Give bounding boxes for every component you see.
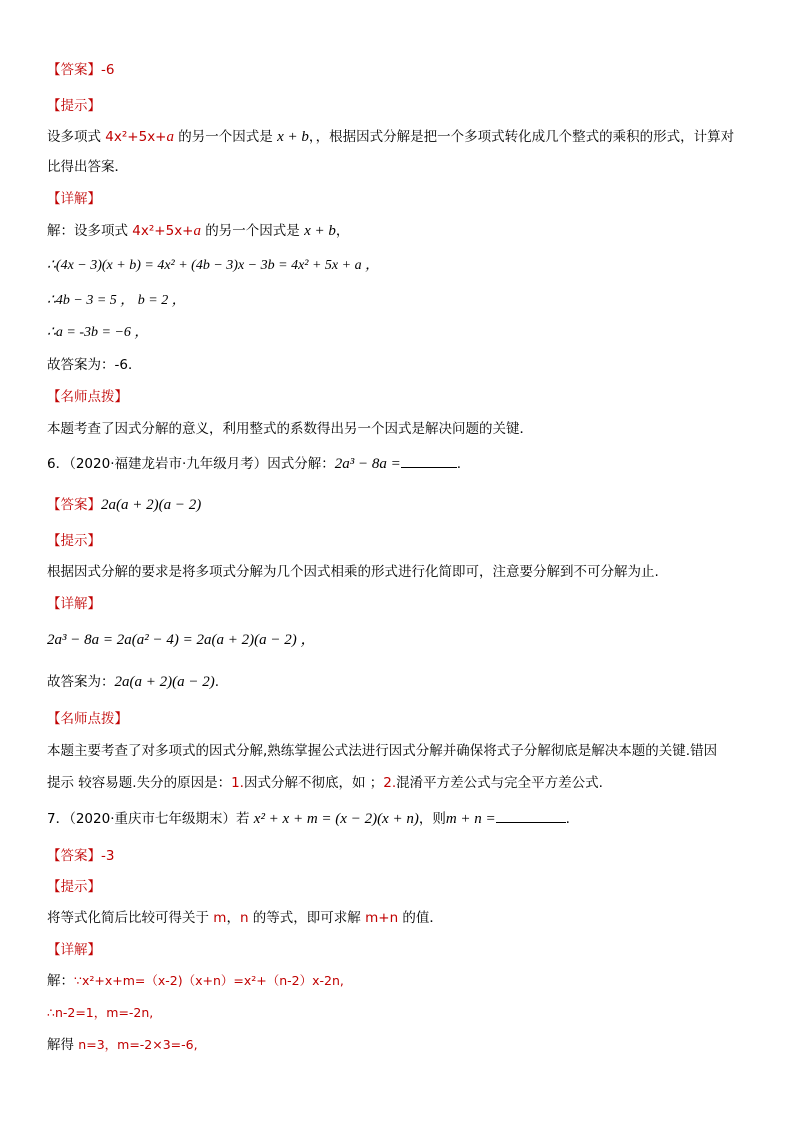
answer-tag: 【答案】 bbox=[47, 62, 101, 78]
q5-hint-line2: 比得出答案． bbox=[47, 159, 128, 175]
q5-solution-line4: ∴a = -3b = −6 ， bbox=[47, 325, 149, 340]
q7-hint-tag: 【提示】 bbox=[47, 879, 101, 895]
q7-solution-line2: ∴n-2=1，m=-2n, bbox=[47, 1005, 154, 1020]
q5-detail-tag: 【详解】 bbox=[47, 191, 101, 207]
answer-value: -6 bbox=[101, 62, 115, 78]
q7-solution-line1: 解：∵x²+x+m=（x-2)（x+n）=x²+（n-2）x-2n, bbox=[47, 973, 344, 989]
factor: x + b bbox=[277, 129, 309, 145]
q5-teacher-text: 本题考查了因式分解的意义，利用整式的系数得出另一个因式是解决问题的关键． bbox=[47, 421, 533, 437]
q5-solution-line5: 故答案为：-6． bbox=[47, 357, 142, 373]
q5-solution-line1: 解：设多项式 4x²+5x+a 的另一个因式是 x + b， bbox=[47, 223, 350, 239]
q6-solution-line1: 2a³ − 8a = 2a(a² − 4) = 2a(a + 2)(a − 2) ， bbox=[47, 632, 316, 648]
q7-hint-text: 将等式化简后比较可得关于 m，n 的等式，即可求解 m+n 的值． bbox=[47, 910, 443, 926]
q6-teacher-text2: 提示 较容易题.失分的原因是：1.因式分解不彻底，如 ；2.混淆平方差公式与完全平方差公式. bbox=[47, 775, 603, 791]
q6-answer bbox=[47, 495, 201, 515]
answer-tag: 【答案】 bbox=[47, 497, 101, 513]
q5-teacher-tag: 【名师点拨】 bbox=[47, 389, 128, 405]
q7-detail-tag: 【详解】 bbox=[47, 942, 101, 958]
q6-teacher-text1: 本题主要考查了对多项式的因式分解,熟练掌握公式法进行因式分解并确保将式子分解彻底是解决本题的关键.错因 bbox=[47, 743, 718, 759]
q5-solution-line2: ∴(4x − 3)(x + b) = 4x² + (4b − 3)x − 3b = 4x² + 5x + a ， bbox=[47, 258, 380, 273]
q5-answer bbox=[47, 60, 114, 80]
q6-hint-tag: 【提示】 bbox=[47, 533, 101, 549]
q5-solution-line3: ∴4b − 3 = 5 ， b = 2 ， bbox=[47, 293, 186, 308]
answer-tag: 【答案】 bbox=[47, 848, 101, 864]
q6-solution-line2: 故答案为：2a(a + 2)(a − 2). bbox=[47, 674, 220, 690]
q5-hint-tag: 【提示】 bbox=[47, 98, 101, 114]
q6-question: 6．（2020·福建龙岩市·九年级月考）因式分解：2a³ − 8a = . bbox=[47, 453, 461, 474]
q7-answer bbox=[47, 846, 114, 866]
q7-solution-line3: 解得 n=3，m=-2×3=-6, bbox=[47, 1037, 198, 1053]
poly: 4x²+5x+ bbox=[105, 129, 167, 145]
answer-value: -3 bbox=[101, 848, 115, 864]
q6-teacher-tag: 【名师点拨】 bbox=[47, 711, 128, 727]
answer-value: 2a(a + 2)(a − 2) bbox=[101, 497, 202, 513]
q7-question: 7．（2020·重庆市七年级期末）若 x² + x + m = (x − 2)(x + n)，则m + n = . bbox=[47, 808, 570, 829]
answer-blank bbox=[496, 808, 566, 823]
q5-hint-line1: 设多项式 4x²+5x+a 的另一个因式是 x + b，，根据因式分解是把一个多项式转化成几个整式的乘积的形式，计算对 bbox=[47, 129, 735, 145]
answer-blank bbox=[401, 453, 457, 468]
q6-hint-text: 根据因式分解的要求是将多项式分解为几个因式相乘的形式进行化简即可，注意要分解到不可分解为止. bbox=[47, 564, 659, 580]
q6-detail-tag: 【详解】 bbox=[47, 596, 101, 612]
